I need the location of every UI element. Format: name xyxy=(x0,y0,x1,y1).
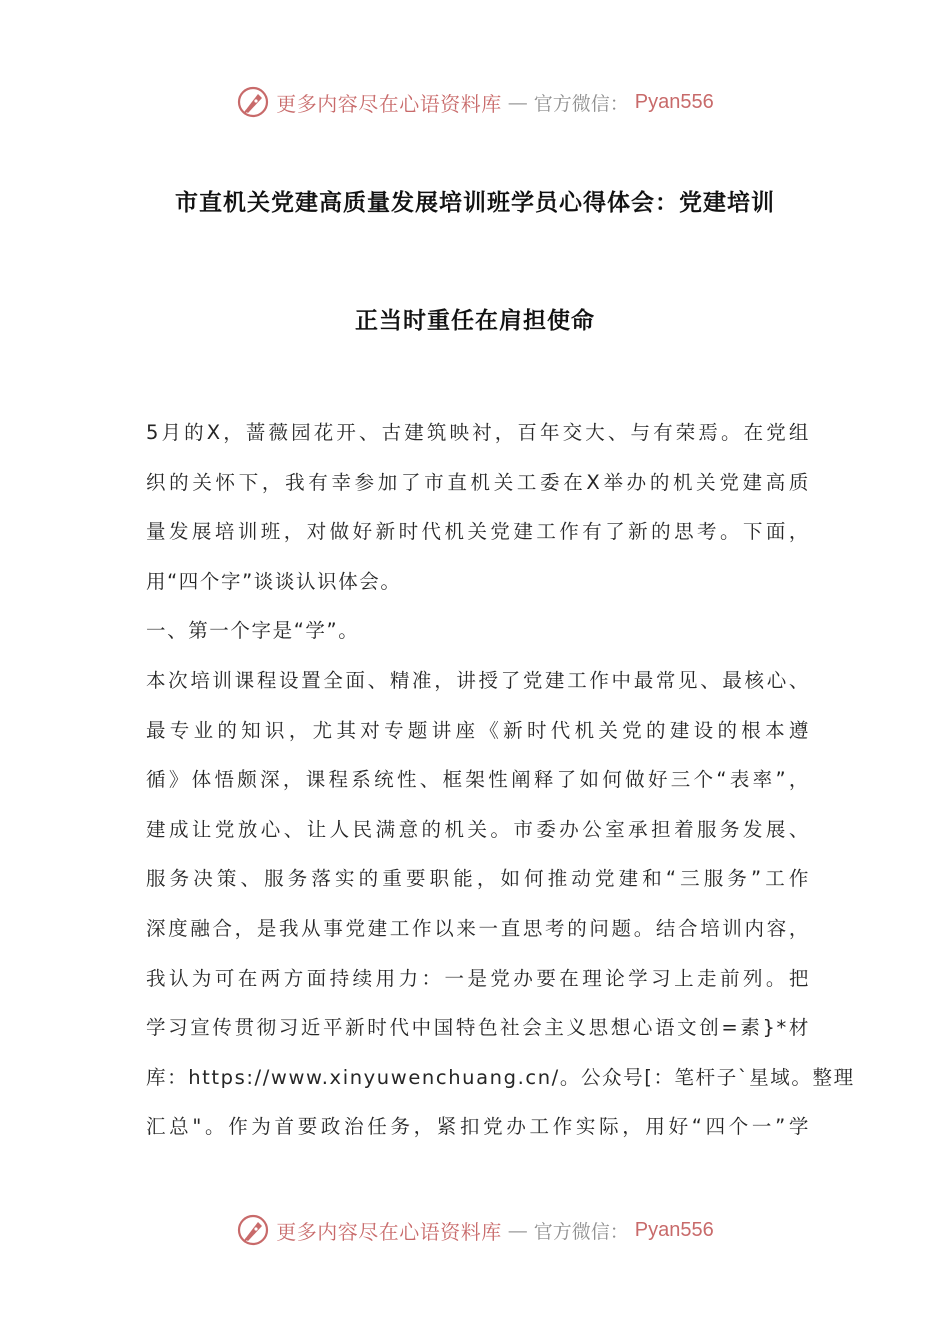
pen-nib-circle-icon xyxy=(236,1213,270,1247)
body-line: 汇总"。作为首要政治任务，紧扣党办工作实际，用好“四个一”学 xyxy=(146,1115,810,1139)
body-line: 深度融合，是我从事党建工作以来一直思考的问题。结合培训内容， xyxy=(146,916,810,940)
watermark-separator: — xyxy=(507,90,528,114)
body-line: 本次培训课程设置全面、精准，讲授了党建工作中最常见、最核心、 xyxy=(146,668,810,692)
watermark-wechat-id: Pyan556 xyxy=(634,1218,714,1241)
footer-watermark xyxy=(0,1210,950,1250)
document-title-line-2: 正当时重任在肩担使命 xyxy=(355,308,595,334)
body-line: 循》体悟颇深，课程系统性、框架性阐释了如何做好三个“表率”， xyxy=(146,768,810,792)
body-line: 学习宣传贯彻习近平新时代中国特色社会主义思想心语文创=素}*材 xyxy=(146,1016,810,1040)
document-body xyxy=(146,414,855,1158)
watermark-official-label: 官方微信： xyxy=(533,1220,629,1243)
body-line: 量发展培训班，对做好新时代机关党建工作有了新的思考。下面， xyxy=(146,520,810,544)
body-line: 用“四个字”谈谈认识体会。 xyxy=(146,569,402,593)
watermark-slogan: 更多内容尽在心语资料库 xyxy=(276,1219,502,1244)
body-line: 织的关怀下，我有幸参加了市直机关工委在X举办的机关党建高质 xyxy=(146,470,810,494)
document-title-line-1: 市直机关党建高质量发展培训班学员心得体会：党建培训 xyxy=(175,190,775,216)
section-heading: 一、第一个字是“学”。 xyxy=(146,619,360,643)
watermark-wechat-id: Pyan556 xyxy=(634,90,714,113)
watermark-separator: — xyxy=(507,1218,528,1242)
body-line: 5月的X，蔷薇园花开、古建筑映衬，百年交大、与有荣焉。在党组 xyxy=(146,421,810,444)
body-line: 服务决策、服务落实的重要职能，如何推动党建和“三服务”工作 xyxy=(146,867,810,891)
body-line: 我认为可在两方面持续用力：一是党办要在理论学习上走前列。把 xyxy=(146,966,810,990)
header-watermark xyxy=(0,82,950,122)
body-line: 最专业的知识，尤其对专题讲座《新时代机关党的建设的根本遵 xyxy=(146,718,810,742)
body-line: 库：https://www.xinyuwenchuang.cn/。公众号[：笔杆子`星域。整理 xyxy=(146,1065,855,1089)
watermark-official-label: 官方微信： xyxy=(533,92,629,115)
pen-nib-circle-icon xyxy=(236,85,270,119)
body-line: 建成让党放心、让人民满意的机关。市委办公室承担着服务发展、 xyxy=(146,817,810,841)
watermark-slogan: 更多内容尽在心语资料库 xyxy=(276,91,502,116)
